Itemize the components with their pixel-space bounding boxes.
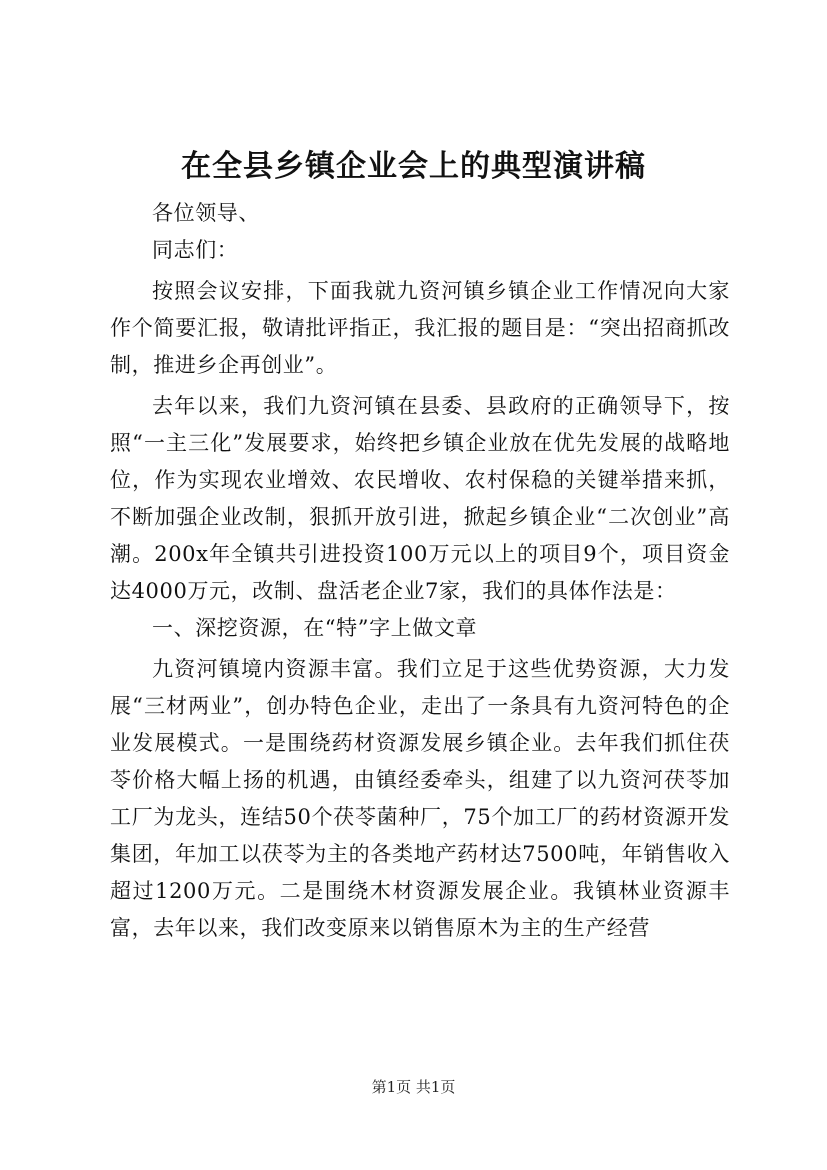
document-body [110, 195, 730, 947]
section-heading: 一、深挖资源，在“特”字上做文章 [152, 616, 478, 640]
salutation-leaders: 各位领导、 [152, 201, 260, 225]
document-title: 在全县乡镇企业会上的典型演讲稿 [181, 149, 646, 184]
overview-paragraph: 去年以来，我们九资河镇在县委、县政府的正确领导下，按照“一主三化”发展要求，始终把乡镇企业放在优先发展的战略地位，作为实现农业增效、农民增收、农村保稳的关键举措来抓，不断加强企业改制，狠抓开放引进，掀起乡镇企业“二次创业”高潮。200x年全镇共引进投资100万元以上的项目9个，项目资金达4000万元，改制、盘活老企业7家，我们的具体作法是： [110, 394, 730, 603]
page-footer: 第1页 共1页 [371, 1078, 456, 1096]
intro-paragraph: 按照会议安排，下面我就九资河镇乡镇企业工作情况向大家作个简要汇报，敬请批评指正，我汇报的题目是：“突出招商抓改制，推进乡企再创业”。 [110, 279, 730, 377]
salutation-comrades: 同志们： [152, 238, 239, 262]
resources-paragraph: 九资河镇境内资源丰富。我们立足于这些优势资源，大力发展“三材两业”，创办特色企业，走出了一条具有九资河特色的企业发展模式。一是围绕药材资源发展乡镇企业。去年我们抓住茯苓价格大幅上扬的机遇，由镇经委牵头，组建了以九资河茯苓加工厂为龙头，连结50个茯苓菌种厂，75个加工厂的药材资源开发集团，年加工以茯苓为主的各类地产药材达7500吨，年销售收入超过1200万元。二是围绕木材资源发展企业。我镇林业资源丰富，去年以来，我们改变原来以销售原木为主的生产经营 [110, 657, 730, 940]
